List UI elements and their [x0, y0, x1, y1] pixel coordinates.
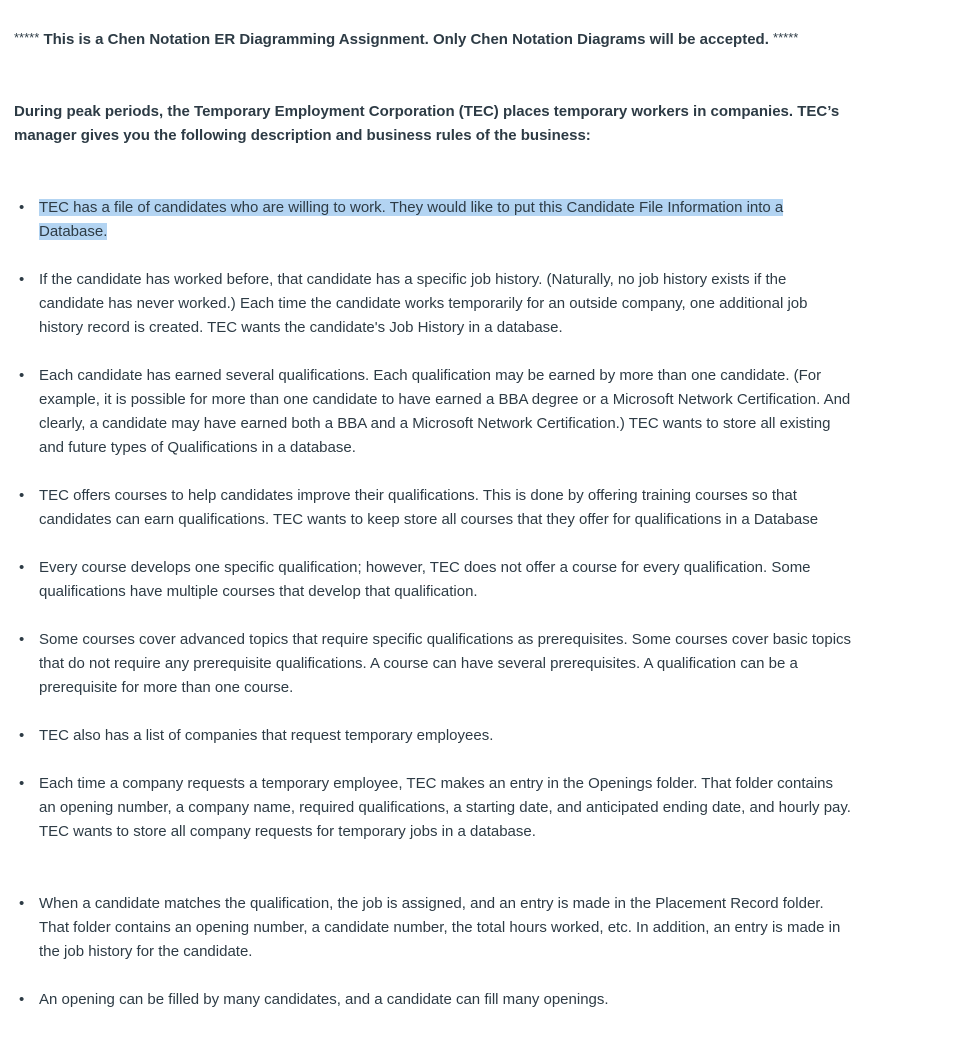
business-rule-courses: • TEC offers courses to help candidates improve their qualifications. This is done by offering training courses so that candidates can earn qualifications. TEC wants to keep store all courses that they offer for qualifications in a Database — [14, 484, 852, 532]
business-rule-job-history: • If the candidate has worked before, that candidate has a specific job history. (Naturally, no job history exists if the candidate has never worked.) Each time the candidate works temporarily for an outside company, one additional job history record is created. TEC wants the candidate's Job History in a database. — [14, 268, 852, 340]
business-rule-placement: • When a candidate matches the qualification, the job is assigned, and an entry is made in the Placement Record folder. That folder contains an opening number, a candidate number, the total hours worked, etc. In addition, an entry is made in the job history for the candidate. — [14, 892, 852, 964]
business-rules-list — [14, 196, 852, 1012]
business-rule-qualifications: • Each candidate has earned several qualifications. Each qualification may be earned by more than one candidate. (For example, it is possible for more than one candidate to have earned a BBA degree or a Microsoft Network Certification. And clearly, a candidate may have earned both a BBA and a Microsoft Network Certification.) TEC wants to store all existing and future types of Qualifications in a database. — [14, 364, 852, 460]
selected-text[interactable]: TEC has a file of candidates who are willing to work. They would like to put this Candidate File Information into a Database. — [39, 199, 784, 240]
business-rule-opening-candidates: • An opening can be filled by many candidates, and a candidate can fill many openings. — [14, 988, 852, 1012]
intro-paragraph: During peak periods, the Temporary Employment Corporation (TEC) places temporary workers in companies. TEC’s manager gives you the following description and business rules of the business: — [14, 103, 840, 144]
business-rule-openings: • Each time a company requests a temporary employee, TEC makes an entry in the Openings folder. That folder contains an opening number, a company name, required qualifications, a starting date, and anticipated ending date, and hourly pay. TEC wants to store all company requests for temporary jobs in a database. — [14, 772, 852, 844]
business-rule-prerequisites: • Some courses cover advanced topics that require specific qualifications as prerequisites. Some courses cover basic topics that do not require any prerequisite qualifications. A course can have several prerequisites. A qualification can be a prerequisite for more than one course. — [14, 628, 852, 700]
business-rule-candidate-file — [14, 196, 852, 244]
chen-notation-notice — [14, 26, 948, 52]
notice-stars-right: ***** — [773, 30, 799, 45]
notice-text: This is a Chen Notation ER Diagramming Assignment. Only Chen Notation Diagrams will be accepted. — [43, 31, 769, 48]
business-rule-course-qualification: • Every course develops one specific qualification; however, TEC does not offer a course for every qualification. Some qualifications have multiple courses that develop that qualification. — [14, 556, 852, 604]
notice-stars-left: ***** — [14, 30, 40, 45]
business-rule-companies: • TEC also has a list of companies that request temporary employees. — [14, 724, 852, 748]
